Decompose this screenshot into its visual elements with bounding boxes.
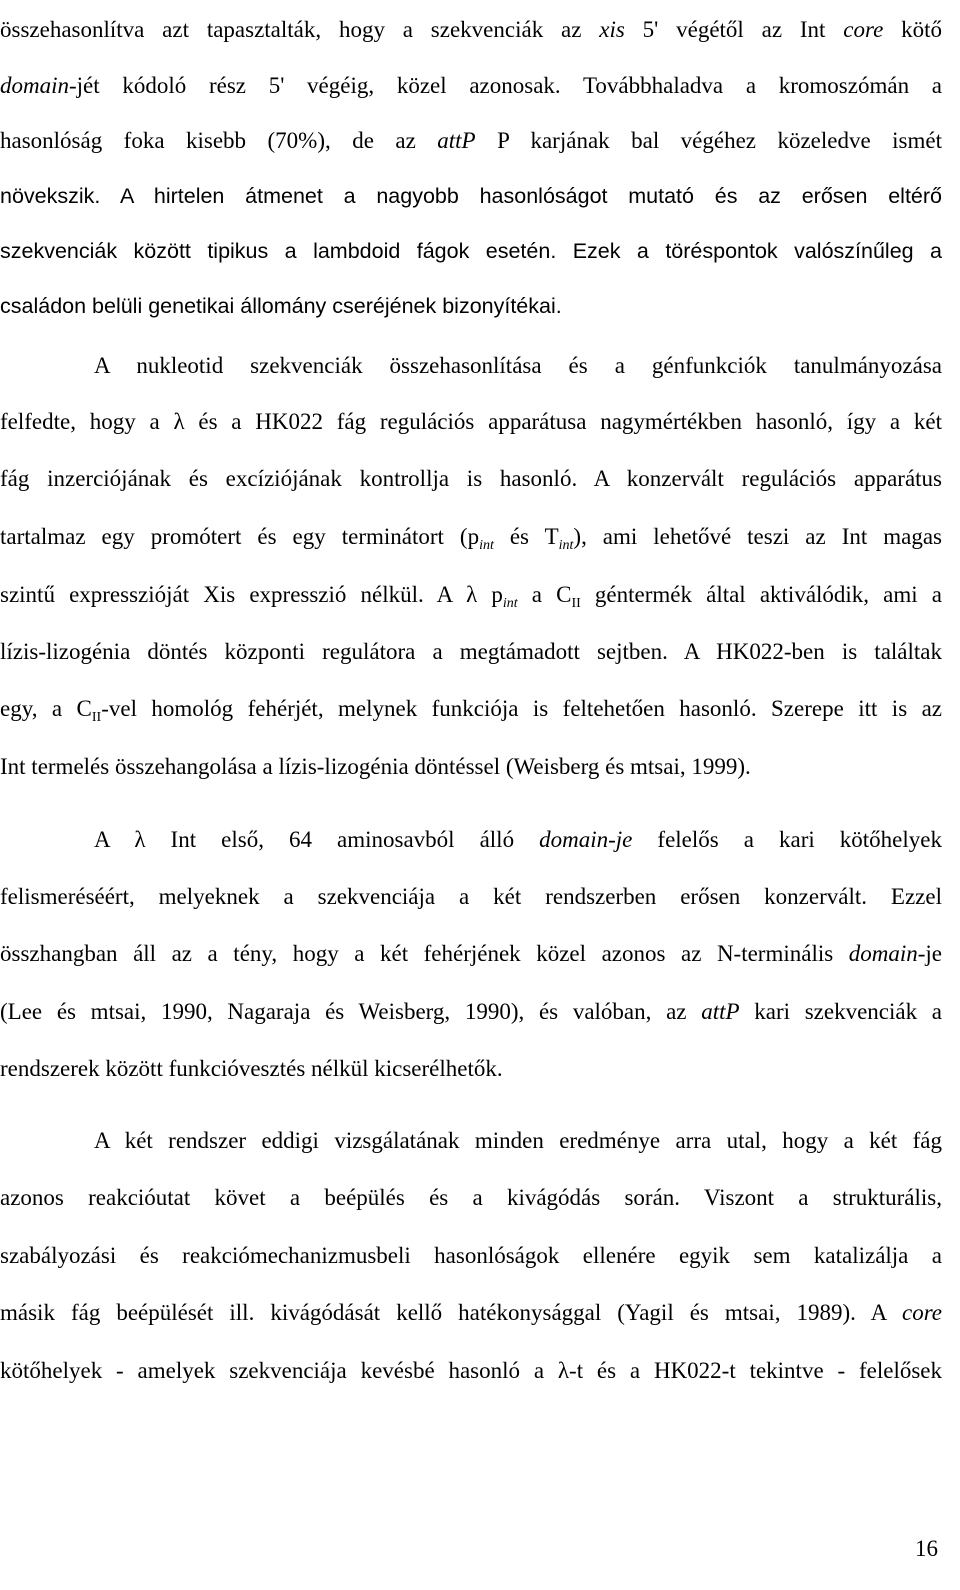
text-run: (Lee és mtsai, 1990, Nagaraja és Weisberg, 1990), és valóban, az bbox=[0, 999, 702, 1024]
subscript: int bbox=[502, 596, 518, 611]
text-line bbox=[0, 237, 942, 265]
text-line bbox=[0, 581, 942, 609]
text-run: rendszerek között funkcióvesztés nélkül kicserélhetők. bbox=[0, 1056, 503, 1081]
text-run: A nukleotid szekvenciák összehasonlítása és a génfunkciók tanulmányozása bbox=[94, 353, 942, 378]
text-run: összehasonlítva azt tapasztalták, hogy a szekvenciák az bbox=[0, 17, 600, 42]
text-run: 5' végétől az Int bbox=[624, 17, 844, 42]
text-run: felfedte, hogy a λ és a HK022 fág regulációs apparátusa nagymértékben hasonló, így a két bbox=[0, 409, 942, 434]
text-line bbox=[0, 638, 942, 666]
text-run: A λ Int első, 64 aminosavból álló bbox=[94, 827, 540, 852]
text-run: szintű expresszióját Xis expresszió nélkül. A λ p bbox=[0, 582, 503, 607]
text-run: -jét kódoló rész 5' végéig, közel azonosak. Továbbhaladva a kromoszómán a bbox=[69, 73, 942, 98]
text-run: és T bbox=[493, 524, 559, 549]
italic-term: core bbox=[843, 17, 884, 42]
text-line bbox=[0, 998, 942, 1026]
text-line bbox=[0, 1357, 942, 1385]
text-line bbox=[0, 523, 942, 551]
text-run: másik fág beépülését ill. kivágódását kellő hatékonysággal (Yagil és mtsai, 1989). A bbox=[0, 1300, 902, 1325]
italic-term: core bbox=[901, 1300, 942, 1325]
text-line bbox=[0, 72, 942, 100]
text-line bbox=[0, 940, 942, 968]
text-run: szekvenciák között tipikus a lambdoid fágok esetén. Ezek a töréspontok valószínűleg a bbox=[0, 239, 942, 263]
text-line bbox=[0, 16, 942, 44]
page-number: 16 bbox=[915, 1536, 938, 1561]
text-run: Int termelés összehangolása a lízis-lizogénia döntéssel (Weisberg és mtsai, 1999). bbox=[0, 754, 751, 779]
text-run: szabályozási és reakciómechanizmusbeli hasonlóságok ellenére egyik sem katalizálja a bbox=[0, 1243, 942, 1268]
text-run: A két rendszer eddigi vizsgálatának minden eredménye arra utal, hogy a két fág bbox=[94, 1128, 942, 1153]
text-run: felismeréséért, melyeknek a szekvenciája a két rendszerben erősen konzervált. Ezzel bbox=[0, 884, 942, 909]
text-run: géntermék által aktiválódik, ami a bbox=[580, 582, 942, 607]
text-run: növekszik. A hirtelen átmenet a nagyobb hasonlóságot mutató és az erősen eltérő bbox=[0, 184, 942, 208]
text-run: összhangban áll az a tény, hogy a két fehérjének közel azonos az N-terminális bbox=[0, 941, 849, 966]
text-line bbox=[94, 352, 942, 380]
text-run: -je bbox=[917, 941, 942, 966]
text-run: -vel homológ fehérjét, melynek funkciója is feltehetően hasonló. Szerepe itt is az bbox=[101, 696, 942, 721]
text-run: hasonlóság foka kisebb (70%), de az bbox=[0, 128, 438, 153]
italic-term: domain bbox=[848, 941, 918, 966]
text-line bbox=[94, 826, 942, 854]
text-run: lízis-lizogénia döntés központi regulátora a megtámadott sejtben. A HK022-ben is találtak bbox=[0, 639, 942, 664]
text-line bbox=[0, 127, 942, 155]
text-line bbox=[0, 1242, 942, 1270]
italic-term: attP bbox=[437, 128, 476, 153]
text-run: kötő bbox=[883, 17, 942, 42]
subscript: II bbox=[91, 710, 102, 725]
text-run: P karjának bal végéhez közeledve ismét bbox=[475, 128, 942, 153]
text-run: ), ami lehetővé teszi az Int magas bbox=[573, 524, 942, 549]
subscript: int bbox=[558, 538, 574, 553]
text-run: fág inzerciójának és excíziójának kontrollja is hasonló. A konzervált regulációs apparátus bbox=[0, 466, 942, 491]
text-line bbox=[0, 695, 942, 723]
italic-term: domain bbox=[0, 73, 69, 98]
italic-term: xis bbox=[599, 17, 625, 42]
text-run: azonos reakcióutat követ a beépülés és a kivágódás során. Viszont a strukturális, bbox=[0, 1185, 942, 1210]
text-line bbox=[0, 753, 942, 781]
text-run: tartalmaz egy promótert és egy terminátort (p bbox=[0, 524, 480, 549]
text-run: a C bbox=[517, 582, 572, 607]
text-line bbox=[0, 1055, 942, 1083]
subscript: II bbox=[571, 596, 581, 611]
text-line bbox=[0, 465, 942, 493]
text-run: kötőhelyek - amelyek szekvenciája kevésbé hasonló a λ-t és a HK022-t tekintve - felelősek bbox=[0, 1358, 942, 1383]
text-line bbox=[0, 1299, 942, 1327]
text-line bbox=[0, 408, 942, 436]
text-run: egy, a C bbox=[0, 696, 92, 721]
italic-term: domain-je bbox=[539, 827, 633, 852]
text-line bbox=[0, 292, 942, 320]
text-line bbox=[0, 1184, 942, 1212]
subscript: int bbox=[479, 538, 494, 553]
text-run: kari szekvenciák a bbox=[739, 999, 942, 1024]
italic-term: attP bbox=[701, 999, 740, 1024]
text-line bbox=[0, 182, 942, 210]
text-run: felelős a kari kötőhelyek bbox=[632, 827, 942, 852]
text-run: családon belüli genetikai állomány cseréjének bizonyítékai. bbox=[0, 294, 562, 318]
text-line bbox=[94, 1127, 942, 1155]
text-line bbox=[0, 883, 942, 911]
